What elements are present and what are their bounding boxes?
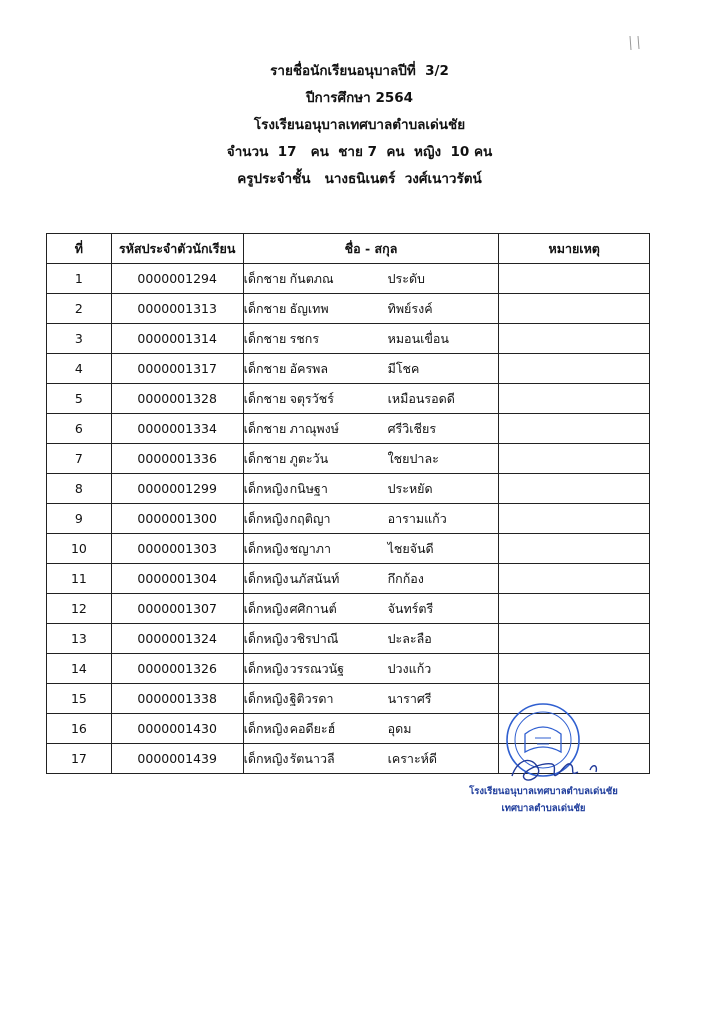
row-student-id: 0000001299 [111, 474, 243, 504]
first-name: กันตภณ [289, 271, 334, 286]
last-name: มีโชค [387, 361, 420, 376]
row-no: 16 [47, 714, 112, 744]
row-no: 17 [47, 744, 112, 774]
scan-mark [626, 34, 646, 52]
name-prefix: เด็กหญิง [243, 721, 289, 736]
table-row [47, 384, 650, 414]
row-name [243, 414, 499, 444]
table-row [47, 444, 650, 474]
row-student-id: 0000001430 [111, 714, 243, 744]
table-row [47, 624, 650, 654]
table-row [47, 354, 650, 384]
table-row [47, 294, 650, 324]
row-name [243, 324, 499, 354]
row-remark [499, 354, 650, 384]
last-name: ไชยจันดี [387, 541, 434, 556]
last-name: ปวงแก้ว [387, 661, 432, 676]
row-no: 1 [47, 264, 112, 294]
name-prefix: เด็กชาย [243, 271, 287, 286]
row-student-id: 0000001314 [111, 324, 243, 354]
row-no: 9 [47, 504, 112, 534]
first-name: รัตนาวลี [289, 751, 335, 766]
row-no: 15 [47, 684, 112, 714]
row-name [243, 564, 499, 594]
first-name: ศศิกานต์ [289, 601, 337, 616]
last-name: อารามแก้ว [387, 511, 447, 526]
row-student-id: 0000001439 [111, 744, 243, 774]
table-row [47, 264, 650, 294]
document-header [0, 58, 719, 193]
header-no: ที่ [47, 234, 112, 264]
row-student-id: 0000001336 [111, 444, 243, 474]
name-prefix: เด็กชาย [243, 391, 287, 406]
row-student-id: 0000001334 [111, 414, 243, 444]
first-name: ภูตะวัน [289, 451, 329, 466]
stamp-line-1: โรงเรียนอนุบาลเทศบาลตำบลเด่นชัย [469, 786, 618, 797]
table-row [47, 324, 650, 354]
stamp-line-2: เทศบาลตำบลเด่นชัย [501, 803, 586, 814]
row-remark [499, 474, 650, 504]
row-no: 6 [47, 414, 112, 444]
row-remark [499, 624, 650, 654]
row-remark [499, 384, 650, 414]
row-name [243, 654, 499, 684]
row-student-id: 0000001313 [111, 294, 243, 324]
stamp-text [456, 783, 631, 817]
first-name: รชกร [289, 331, 320, 346]
row-no: 13 [47, 624, 112, 654]
name-prefix: เด็กหญิง [243, 601, 289, 616]
last-name: เหมือนรอดดี [387, 391, 455, 406]
first-name: นภัสนันท์ [289, 571, 340, 586]
first-name: กฤติญา [289, 511, 331, 526]
name-prefix: เด็กชาย [243, 421, 287, 436]
row-name [243, 354, 499, 384]
last-name: ศรีวิเชียร [387, 421, 437, 436]
first-name: จตุรวัชร์ [289, 391, 334, 406]
name-prefix: เด็กชาย [243, 331, 287, 346]
last-name: จันทร์ตรี [387, 601, 434, 616]
row-student-id: 0000001294 [111, 264, 243, 294]
row-name [243, 504, 499, 534]
last-name: ปะละลือ [387, 631, 432, 646]
row-name [243, 594, 499, 624]
row-remark [499, 414, 650, 444]
table-row [47, 504, 650, 534]
last-name: เคราะห์ดี [387, 751, 438, 766]
row-no: 4 [47, 354, 112, 384]
row-remark [499, 444, 650, 474]
table-row [47, 654, 650, 684]
first-name: กนิษฐา [289, 481, 328, 496]
row-no: 11 [47, 564, 112, 594]
table-header-row [47, 234, 650, 264]
header-remark: หมายเหตุ [499, 234, 650, 264]
row-student-id: 0000001300 [111, 504, 243, 534]
table-row [47, 594, 650, 624]
row-name [243, 624, 499, 654]
row-no: 10 [47, 534, 112, 564]
row-name [243, 264, 499, 294]
table-row [47, 564, 650, 594]
table-row [47, 414, 650, 444]
name-prefix: เด็กชาย [243, 361, 287, 376]
row-remark [499, 564, 650, 594]
student-table [46, 233, 650, 774]
header-name: ชื่อ - สกุล [243, 234, 499, 264]
row-no: 8 [47, 474, 112, 504]
row-name [243, 294, 499, 324]
header-school: โรงเรียนอนุบาลเทศบาลตำบลเด่นชัย [253, 117, 466, 133]
name-prefix: เด็กหญิง [243, 661, 289, 676]
header-count: จำนวน 17 คน ชาย 7 คน หญิง 10 คน [226, 144, 493, 160]
table-row [47, 534, 650, 564]
row-remark [499, 534, 650, 564]
row-name [243, 474, 499, 504]
header-student-id: รหัสประจำตัวนักเรียน [111, 234, 243, 264]
row-student-id: 0000001303 [111, 534, 243, 564]
last-name: กึกก้อง [387, 571, 424, 586]
row-student-id: 0000001317 [111, 354, 243, 384]
name-prefix: เด็กชาย [243, 451, 287, 466]
row-remark [499, 324, 650, 354]
row-remark [499, 294, 650, 324]
row-name [243, 534, 499, 564]
name-prefix: เด็กหญิง [243, 541, 289, 556]
row-no: 5 [47, 384, 112, 414]
row-no: 3 [47, 324, 112, 354]
row-student-id: 0000001307 [111, 594, 243, 624]
row-name [243, 444, 499, 474]
row-student-id: 0000001324 [111, 624, 243, 654]
row-name [243, 384, 499, 414]
row-student-id: 0000001304 [111, 564, 243, 594]
last-name: ประหยัด [387, 481, 433, 496]
row-remark [499, 594, 650, 624]
row-no: 2 [47, 294, 112, 324]
last-name: ทิพย์รงค์ [387, 301, 433, 316]
row-student-id: 0000001328 [111, 384, 243, 414]
name-prefix: เด็กหญิง [243, 691, 289, 706]
first-name: วชิรปาณี [289, 631, 339, 646]
last-name: หมอนเขื่อน [387, 331, 449, 346]
row-no: 12 [47, 594, 112, 624]
last-name: ประดับ [387, 271, 425, 286]
first-name: คอดียะฮ์ [289, 721, 336, 736]
last-name: อุดม [387, 721, 412, 736]
name-prefix: เด็กหญิง [243, 511, 289, 526]
last-name: นาราศรี [387, 691, 432, 706]
last-name: ใชยปาละ [387, 451, 439, 466]
first-name: ธัญเทพ [289, 301, 329, 316]
header-academic-year: ปีการศึกษา 2564 [305, 90, 414, 106]
row-no: 14 [47, 654, 112, 684]
name-prefix: เด็กหญิง [243, 571, 289, 586]
row-remark [499, 264, 650, 294]
first-name: ชญาภา [289, 541, 331, 556]
header-teacher: ครูประจำชั้น นางธนิเนตร์ วงศ์เนาวรัตน์ [237, 171, 482, 187]
table-row [47, 474, 650, 504]
name-prefix: เด็กชาย [243, 301, 287, 316]
first-name: วรรณวนัฐ [289, 661, 345, 676]
row-student-id: 0000001326 [111, 654, 243, 684]
row-student-id: 0000001338 [111, 684, 243, 714]
first-name: ฐิติวรดา [289, 691, 334, 706]
first-name: อัครพล [289, 361, 329, 376]
name-prefix: เด็กหญิง [243, 751, 289, 766]
row-no: 7 [47, 444, 112, 474]
name-prefix: เด็กหญิง [243, 481, 289, 496]
name-prefix: เด็กหญิง [243, 631, 289, 646]
row-remark [499, 654, 650, 684]
row-remark [499, 504, 650, 534]
header-title: รายชื่อนักเรียนอนุบาลปีที่ 3/2 [270, 63, 449, 79]
first-name: ภาณุพงษ์ [289, 421, 340, 436]
